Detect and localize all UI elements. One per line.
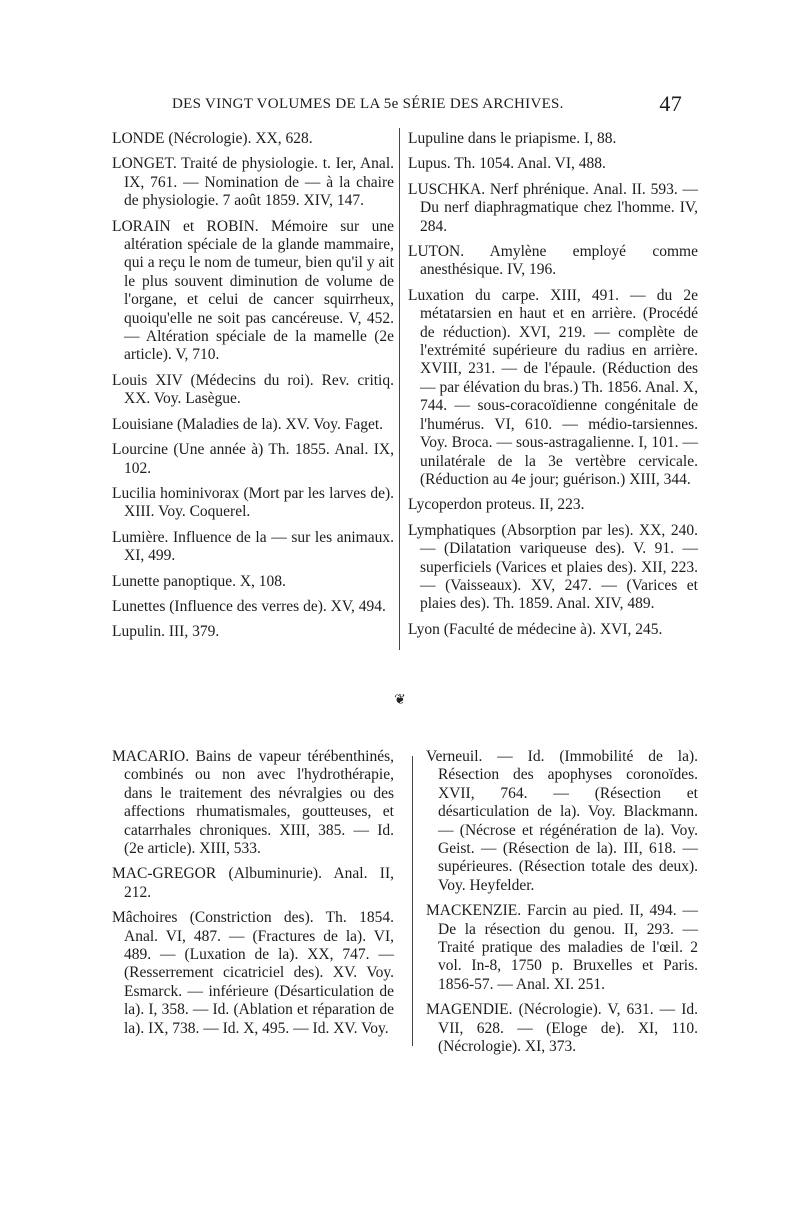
index-entry: Lucilia hominivorax (Mort par les larves de). XIII. Voy. Coquerel.: [112, 484, 394, 521]
running-header: [172, 91, 682, 116]
index-entry: MACKENZIE. Farcin au pied. II, 494. — De la résection du genou. II, 293. — Traité pratique des maladies de l'œil. 2 vol. In-8, 1750 p. Bruxelles et Paris. 1856-57. — Anal. XI. 251.: [426, 902, 698, 993]
index-entry: MAGENDIE. (Nécrologie). V, 631. — Id. VII, 628. — (Eloge de). XI, 110. (Nécrologie). XI, 373.: [426, 1001, 698, 1056]
index-column-top-right: [408, 130, 698, 646]
column-divider: [399, 128, 400, 650]
index-column-bottom-right: [426, 748, 698, 1064]
section-ornament: ❦: [394, 692, 406, 708]
page-number: 47: [659, 91, 682, 116]
index-entry: LONDE (Nécrologie). XX, 628.: [112, 130, 313, 147]
index-entry: LUSCHKA. Nerf phrénique. Anal. II. 593. — Du nerf diaphragmatique chez l'homme. IV, 284.: [408, 180, 698, 235]
index-entry: Lumière. Influence de la — sur les animaux. XI, 499.: [112, 528, 394, 565]
index-entry: Lupuline dans le priapisme. I, 88.: [408, 130, 617, 147]
index-entry: Lourcine (Une année à) Th. 1855. Anal. IX, 102.: [112, 441, 394, 477]
index-column-top-left: [112, 130, 394, 649]
column-divider: [412, 756, 413, 1046]
index-entry: Lunettes (Influence des verres de). XV, 494.: [112, 597, 386, 615]
index-entry: MAC-GREGOR (Albuminurie). Anal. II, 212.: [112, 865, 394, 901]
index-entry: Lupulin. III, 379.: [112, 623, 220, 641]
index-entry: Luxation du carpe. XIII, 491. — du 2e métatarsien en haut et en arrière. (Procédé de réduction). XVI, 219. — complète de l'extrémité supérieure du radius en arrière. XVIII, 231. — de l'épaule. (Réduction des — par élévation du bras.) Th. 1856. Anal. X, 744. — sous-coracoïdienne congénitale de l'humérus. VI, 610. — médio-tarsiennes. Voy. Broca. — sous-astragalienne. I, 101. — unilatérale de la 3e vertèbre cervicale. (Réduction au 4e jour; guérison.) XIII, 344.: [408, 286, 698, 488]
index-entry: Mâchoires (Constriction des). Th. 1854. Anal. VI, 487. — (Fractures de la). VI, 489. — (Luxation de la). XX, 747. — (Resserrement cicatriciel des). XV. Voy. Esmarck. — inférieure (Désarticulation de la). I, 358. — Id. (Ablation et réparation de la). IX, 738. — Id. X, 495. — Id. XV. Voy.: [112, 909, 394, 1037]
index-entry: LONGET. Traité de physiologie. t. Ier, Anal. IX, 761. — Nomination de — à la chaire de physiologie. 7 août 1859. XIV, 147.: [112, 155, 394, 210]
index-entry: LUTON. Amylène employé comme anesthésique. IV, 196.: [408, 243, 698, 279]
index-entry: Lupus. Th. 1054. Anal. VI, 488.: [408, 155, 606, 173]
index-entry: MACARIO. Bains de vapeur térébenthinés, combinés ou non avec l'hydrothérapie, dans le traitement des névralgies ou des affections rhumatismales, goutteuses, et catarrhales chroniques. XIII, 385. — Id. (2e article). XIII, 533.: [112, 748, 394, 858]
index-entry: Louisiane (Maladies de la). XV. Voy. Faget.: [112, 415, 384, 433]
index-entry: LORAIN et ROBIN. Mémoire sur une altération spéciale de la glande mammaire, qui a reçu le nom de tumeur, bien qu'il y ait le plus souvent diminution de volume de l'organe, et celui de cancer squirrheux, quoiqu'elle ne soit pas cancéreuse. V, 452. — Altération spéciale de la mamelle (2e article). V, 710.: [112, 217, 394, 364]
index-entry: Lymphatiques (Absorption par les). XX, 240. — (Dilatation variqueuse des). V. 91. — superficiels (Varices et plaies des). XII, 223. — (Vaisseaux). XV, 247. — (Varices et plaies des). Th. 1859. Anal. XIV, 489.: [408, 521, 698, 613]
index-entry: Verneuil. — Id. (Immobilité de la). Résection des apophyses coronoïdes. XVII, 764. — (Résection et désarticulation de la). Voy. Blackmann. — (Nécrose et régénération de la). Voy. Geist. — (Résection de la). III, 618. — supérieures. (Résection totale des deux). Voy. Heyfelder.: [426, 748, 698, 894]
index-entry: Lycoperdon proteus. II, 223.: [408, 496, 585, 514]
header-title: DES VINGT VOLUMES DE LA 5e SÉRIE DES ARCHIVES.: [172, 96, 564, 112]
index-entry: Louis XIV (Médecins du roi). Rev. critiq. XX. Voy. Lasègue.: [112, 371, 394, 408]
index-entry: Lyon (Faculté de médecine à). XVI, 245.: [408, 620, 663, 638]
index-column-bottom-left: [112, 748, 394, 1045]
index-entry: Lunette panoptique. X, 108.: [112, 572, 286, 590]
